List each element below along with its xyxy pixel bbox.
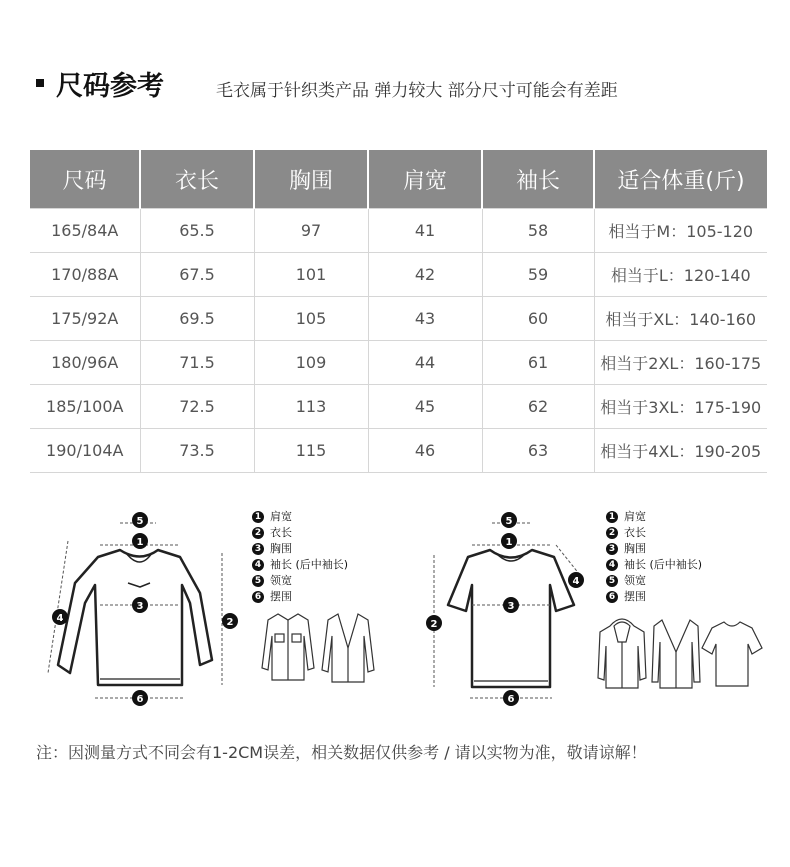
legend-item — [252, 541, 348, 557]
legend-number-icon: 3 — [252, 543, 264, 555]
legend-item — [606, 509, 702, 525]
legend-item — [252, 589, 348, 605]
table-cell: 105 — [254, 297, 368, 341]
table-cell: 61 — [482, 341, 594, 385]
table-cell: 62 — [482, 385, 594, 429]
table-cell: 41 — [368, 209, 482, 253]
svg-text:5: 5 — [136, 516, 144, 527]
legend-item — [606, 525, 702, 541]
svg-text:2: 2 — [226, 617, 234, 628]
legend-label: 领宽 — [624, 574, 646, 587]
size-table — [30, 150, 767, 473]
table-row — [30, 341, 767, 385]
svg-text:1: 1 — [136, 537, 144, 548]
table-cell: 69.5 — [140, 297, 254, 341]
page-subtitle: 毛衣属于针织类产品 弹力较大 部分尺寸可能会有差距 — [216, 81, 618, 101]
svg-text:6: 6 — [507, 694, 515, 705]
table-cell: 相当于L：120-140 — [594, 253, 767, 297]
legend-item — [606, 573, 702, 589]
legend-number-icon: 5 — [252, 575, 264, 587]
page-title: 尺码参考 — [56, 71, 164, 102]
header-bullet — [36, 79, 44, 87]
table-cell: 相当于2XL：160-175 — [594, 341, 767, 385]
measurement-legend-right — [606, 509, 702, 605]
legend-item — [252, 509, 348, 525]
table-cell: 109 — [254, 341, 368, 385]
legend-label: 领宽 — [270, 574, 292, 587]
svg-text:2: 2 — [430, 619, 438, 630]
legend-number-icon: 2 — [606, 527, 618, 539]
table-row — [30, 429, 767, 473]
table-cell: 97 — [254, 209, 368, 253]
svg-text:1: 1 — [505, 537, 513, 548]
table-cell: 相当于3XL：175-190 — [594, 385, 767, 429]
table-row — [30, 385, 767, 429]
legend-number-icon: 6 — [606, 591, 618, 603]
table-cell: 101 — [254, 253, 368, 297]
table-cell: 相当于4XL：190-205 — [594, 429, 767, 473]
table-cell: 165/84A — [30, 209, 140, 253]
table-cell: 175/92A — [30, 297, 140, 341]
legend-number-icon: 2 — [252, 527, 264, 539]
measurement-legend-left — [252, 509, 348, 605]
table-cell: 42 — [368, 253, 482, 297]
table-cell: 46 — [368, 429, 482, 473]
table-row — [30, 297, 767, 341]
legend-number-icon: 4 — [606, 559, 618, 571]
table-cell: 67.5 — [140, 253, 254, 297]
legend-label: 衣长 — [624, 526, 646, 539]
svg-text:5: 5 — [505, 516, 513, 527]
table-header-row — [30, 150, 767, 209]
svg-text:4: 4 — [56, 613, 64, 624]
table-row — [30, 209, 767, 253]
column-header: 适合体重(斤) — [594, 150, 767, 209]
table-cell: 72.5 — [140, 385, 254, 429]
legend-number-icon: 3 — [606, 543, 618, 555]
table-cell: 58 — [482, 209, 594, 253]
legend-item — [252, 557, 348, 573]
table-cell: 73.5 — [140, 429, 254, 473]
legend-label: 胸围 — [270, 542, 292, 555]
legend-label: 肩宽 — [270, 510, 292, 523]
table-cell: 60 — [482, 297, 594, 341]
top-illustrations — [596, 612, 766, 692]
footer-note: 注：因测量方式不同会有1-2CM误差，相关数据仅供参考 / 请以实物为准，敬请谅解！ — [36, 743, 647, 762]
legend-label: 摆围 — [624, 590, 646, 603]
svg-text:3: 3 — [136, 601, 144, 612]
table-cell: 65.5 — [140, 209, 254, 253]
legend-label: 袖长 (后中袖长) — [624, 558, 703, 571]
svg-text:4: 4 — [572, 576, 580, 587]
legend-label: 衣长 — [270, 526, 292, 539]
table-cell: 44 — [368, 341, 482, 385]
legend-label: 胸围 — [624, 542, 646, 555]
svg-text:6: 6 — [136, 694, 144, 705]
table-cell: 170/88A — [30, 253, 140, 297]
table-row — [30, 253, 767, 297]
sweater-measurement-diagram — [40, 505, 250, 715]
legend-label: 肩宽 — [624, 510, 646, 523]
svg-text:3: 3 — [507, 601, 515, 612]
table-cell: 71.5 — [140, 341, 254, 385]
legend-label: 袖长 (后中袖长) — [270, 558, 349, 571]
column-header: 尺码 — [30, 150, 140, 209]
column-header: 衣长 — [140, 150, 254, 209]
column-header: 袖长 — [482, 150, 594, 209]
legend-item — [606, 541, 702, 557]
legend-item — [606, 589, 702, 605]
column-header: 胸围 — [254, 150, 368, 209]
legend-number-icon: 5 — [606, 575, 618, 587]
table-cell: 115 — [254, 429, 368, 473]
legend-item — [606, 557, 702, 573]
table-cell: 113 — [254, 385, 368, 429]
table-cell: 相当于XL：140-160 — [594, 297, 767, 341]
legend-label: 摆围 — [270, 590, 292, 603]
jacket-illustrations — [258, 608, 378, 688]
legend-number-icon: 6 — [252, 591, 264, 603]
table-cell: 相当于M：105-120 — [594, 209, 767, 253]
legend-number-icon: 1 — [252, 511, 264, 523]
tshirt-measurement-diagram — [420, 505, 600, 715]
table-cell: 185/100A — [30, 385, 140, 429]
legend-item — [252, 573, 348, 589]
table-cell: 190/104A — [30, 429, 140, 473]
legend-number-icon: 1 — [606, 511, 618, 523]
column-header: 肩宽 — [368, 150, 482, 209]
legend-item — [252, 525, 348, 541]
table-cell: 45 — [368, 385, 482, 429]
legend-number-icon: 4 — [252, 559, 264, 571]
table-cell: 180/96A — [30, 341, 140, 385]
table-cell: 43 — [368, 297, 482, 341]
table-cell: 59 — [482, 253, 594, 297]
table-cell: 63 — [482, 429, 594, 473]
